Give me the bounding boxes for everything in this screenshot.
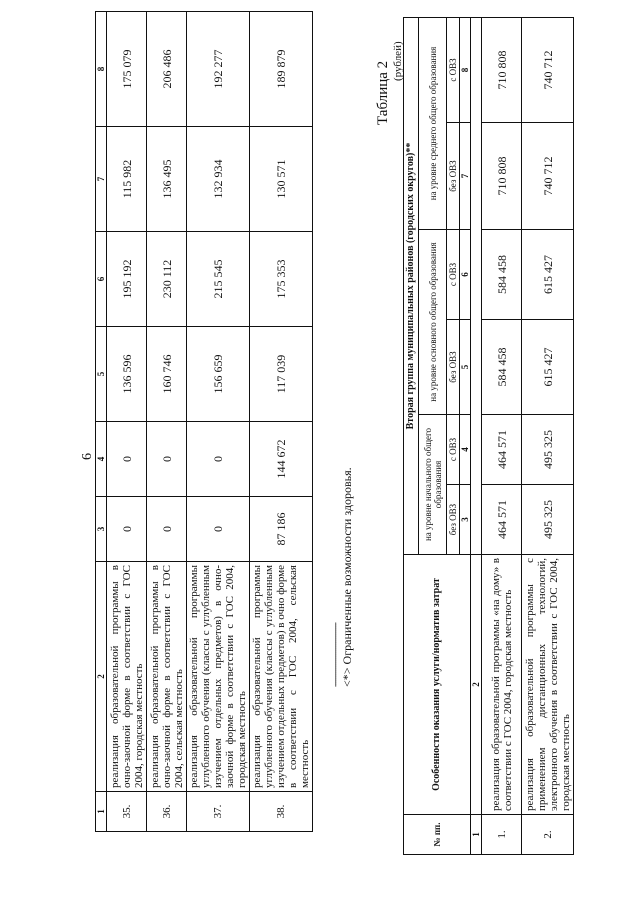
cell-value: 740 712 — [522, 123, 574, 230]
cell-value: 0 — [187, 497, 250, 562]
t2-header-number: № пп. — [404, 815, 471, 855]
t2-sub-header: с ОВЗ — [447, 230, 460, 320]
cell-value: 115 982 — [107, 127, 147, 232]
cell-value: 189 879 — [250, 12, 313, 127]
table-row — [107, 12, 147, 832]
table-row — [147, 12, 187, 832]
table-2-group-row — [404, 18, 419, 855]
cell-value: 495 325 — [522, 485, 574, 555]
cell-value: 144 672 — [250, 422, 313, 497]
row-description: реализация образовательной программы в очно-заочной форме в соответствии с ГОС 2004, городская местность — [107, 562, 147, 792]
cell-value: 132 934 — [187, 127, 250, 232]
t2-col-spacer — [471, 18, 482, 555]
cell-value: 156 659 — [187, 327, 250, 422]
cell-value: 584 458 — [482, 230, 522, 320]
row-number: 37. — [187, 792, 250, 832]
table-row — [250, 12, 313, 832]
row-number: 1. — [482, 815, 522, 855]
t2-col-4: 4 — [460, 415, 471, 485]
t2-col-2: 2 — [471, 555, 482, 815]
t2-sub-header: с ОВЗ — [447, 18, 460, 123]
table-1 — [95, 11, 313, 832]
table-2-colnum-row-b — [471, 18, 482, 855]
t2-level-basic: на уровне основного общего образования — [419, 230, 447, 415]
t2-header-feature: Особенности оказания услуги/норматив затрат — [404, 555, 471, 815]
row-number: 35. — [107, 792, 147, 832]
cell-value: 175 353 — [250, 232, 313, 327]
cell-value: 175 079 — [107, 12, 147, 127]
cell-value: 130 571 — [250, 127, 313, 232]
table-1-header-row — [96, 12, 107, 832]
cell-value: 615 427 — [522, 320, 574, 415]
table-2 — [403, 17, 574, 855]
row-number: 2. — [522, 815, 574, 855]
row-description: реализация образовательной программы с применением дистанционных технологий, электронного обучения в соответствии с ГОС 2004, городская местность — [522, 555, 574, 815]
table-row — [187, 12, 250, 832]
t2-col-8: 8 — [460, 18, 471, 123]
cell-value: 87 186 — [250, 497, 313, 562]
t2-header-group: Вторая группа муниципальных районов (городских округов)** — [404, 18, 419, 555]
table-row — [522, 18, 574, 855]
page-number: 6 — [80, 453, 95, 460]
footnote: <*> Ограниченные возможности здоровья. — [340, 467, 354, 687]
t2-col-5: 5 — [460, 320, 471, 415]
t2-sub-header: с ОВЗ — [447, 415, 460, 485]
t1-col-4: 4 — [96, 422, 107, 497]
cell-value: 464 571 — [482, 485, 522, 555]
cell-value: 136 596 — [107, 327, 147, 422]
cell-value: 0 — [147, 497, 187, 562]
cell-value: 195 192 — [107, 232, 147, 327]
cell-value: 740 712 — [522, 18, 574, 123]
t1-col-5: 5 — [96, 327, 107, 422]
t1-col-6: 6 — [96, 232, 107, 327]
row-number: 36. — [147, 792, 187, 832]
cell-value: 0 — [107, 422, 147, 497]
t2-col-6: 6 — [460, 230, 471, 320]
cell-value: 584 458 — [482, 320, 522, 415]
cell-value: 710 808 — [482, 18, 522, 123]
row-description: реализация образовательной программы в очно-заочной форме в соответствии с ГОС 2004, сельская местность — [147, 562, 187, 792]
table-2-title: Таблица 2 — [375, 60, 391, 125]
t2-sub-header: без ОВЗ — [447, 485, 460, 555]
t1-col-1: 1 — [96, 792, 107, 832]
t1-col-2: 2 — [96, 562, 107, 792]
cell-value: 160 746 — [147, 327, 187, 422]
row-description: реализация образовательной программы углубленного обучения (классы с углубленным изучением отдельных предметов) в очно форме в соответствии с ГОС 2004, сельская местность — [250, 562, 313, 792]
t2-col-3: 3 — [460, 485, 471, 555]
cell-value: 710 808 — [482, 123, 522, 230]
cell-value: 230 112 — [147, 232, 187, 327]
table-2-unit: (рублей) — [392, 41, 404, 81]
t2-col-1: 1 — [471, 815, 482, 855]
t2-col-7: 7 — [460, 123, 471, 230]
cell-value: 206 486 — [147, 12, 187, 127]
cell-value: 464 571 — [482, 415, 522, 485]
t1-col-8: 8 — [96, 12, 107, 127]
cell-value: 117 039 — [250, 327, 313, 422]
t1-col-7: 7 — [96, 127, 107, 232]
row-description: реализация образовательной программы «на дому» в соответствии с ГОС 2004, городская местность — [482, 555, 522, 815]
cell-value: 615 427 — [522, 230, 574, 320]
row-number: 38. — [250, 792, 313, 832]
footnote-separator: -------------------------------- — [330, 623, 340, 687]
cell-value: 192 277 — [187, 12, 250, 127]
cell-value: 215 545 — [187, 232, 250, 327]
row-description: реализация образовательной программы углубленного обучения (классы с углубленным изучением отдельных предметов) в очно-заочной форме в соответствии с ГОС 2004, городская местность — [187, 562, 250, 792]
t2-sub-header: без ОВЗ — [447, 123, 460, 230]
cell-value: 0 — [147, 422, 187, 497]
cell-value: 0 — [187, 422, 250, 497]
t2-sub-header: без ОВЗ — [447, 320, 460, 415]
cell-value: 136 495 — [147, 127, 187, 232]
cell-value: 495 325 — [522, 415, 574, 485]
t2-level-primary: на уровне начального общего образования — [419, 415, 447, 555]
table-row — [482, 18, 522, 855]
t1-col-3: 3 — [96, 497, 107, 562]
t2-level-secondary: на уровне среднего общего образования — [419, 18, 447, 230]
cell-value: 0 — [107, 497, 147, 562]
